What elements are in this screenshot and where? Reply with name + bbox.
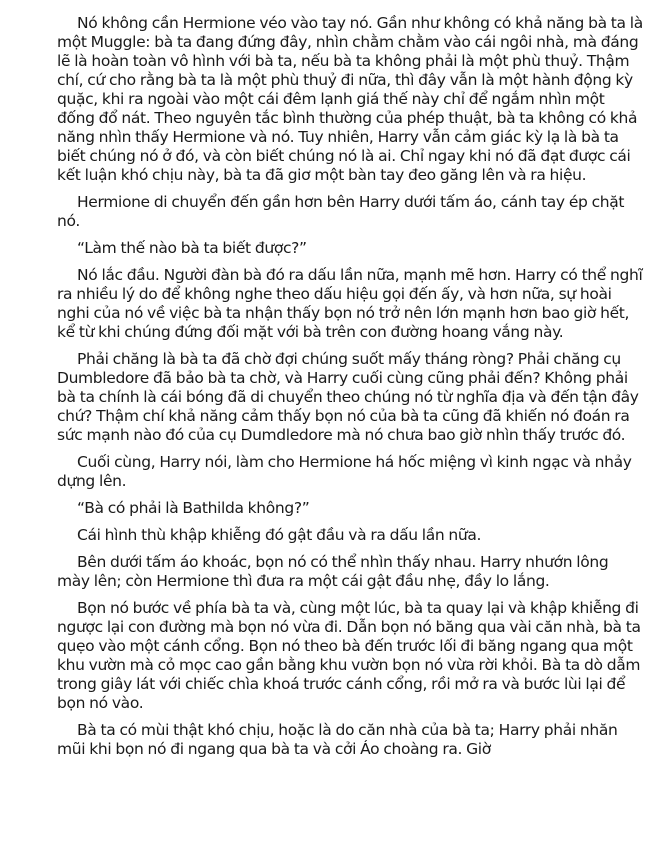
paragraph-6: Cuối cùng, Harry nói, làm cho Hermione há hốc miệng vì kinh ngạc và nhảy dựng lên. [57, 453, 632, 490]
paragraph-10: Bọn nó bước về phía bà ta và, cùng một lúc, bà ta quay lại và khập khiễng đi ngược lại con đường mà bọn nó vừa đi. Dẫn bọn nó băng qua vài căn nhà, bà ta quẹo vào một cánh cổng. Bọn nó theo bà đến trước lối đi băng ngang qua một khu vườn mà cỏ mọc cao gần bằng khu vườn bọn nó vừa rời khỏi. Bà ta dò dẫm trong giây lát với chiếc chìa khoá trước cánh cổng, rồi mở ra và bước lùi lại để bọn nó vào. [57, 599, 641, 712]
paragraph-4: Nó lắc đầu. Người đàn bà đó ra dấu lần nữa, mạnh mẽ hơn. Harry có thể nghĩ ra nhiều lý do để không nghe theo dấu hiệu gọi đến ấy, và hơn nữa, sự hoài nghi của nó về việc bà ta nhận thấy bọn nó trở nên lớn mạnh hơn bao giờ hết, kể từ khi chúng đứng đối mặt với bà trên con đường hoang vắng này. [57, 266, 643, 341]
paragraph-11: Bà ta có mùi thật khó chịu, hoặc là do căn nhà của bà ta; Harry phải nhăn mũi khi bọn nó đi ngang qua bà ta và cởi Áo choàng ra. Giờ [57, 721, 618, 758]
paragraph-1: Nó không cần Hermione véo vào tay nó. Gần như không có khả năng bà ta là một Muggle: bà ta đang đứng đây, nhìn chằm chằm vào cái ngôi nhà, mà đáng lẽ là hoàn toàn vô hình với bà ta, nếu bà ta không phải là một phù thuỷ. Thậm chí, cứ cho rằng bà ta là một phù thuỷ đi nữa, thì đây vẫn là một hành động kỳ quặc, khi ra ngoài vào một cái đêm lạnh giá thế này chỉ để ngắm nhìn một đống đổ nát. Theo nguyên tắc bình thường của phép thuật, bà ta không có khả năng nhìn thấy Hermione và nó. Tuy nhiên, Harry vẫn cảm giác kỳ lạ là bà ta biết chúng nó ở đó, và còn biết chúng nó là ai. Chỉ ngay khi nó đã đạt được cái kết luận khó chịu này, bà ta đã giơ một bàn tay đeo găng lên và ra hiệu. [57, 14, 643, 184]
paragraph-5: Phải chăng là bà ta đã chờ đợi chúng suốt mấy tháng ròng? Phải chăng cụ Dumbledore đã bảo bà ta chờ, và Harry cuối cùng cũng phải đến? Không phải bà ta chính là cái bóng đã di chuyển theo chúng nó từ nghĩa địa và đến tận đây chứ? Thậm chí khả năng cảm thấy bọn nó của bà ta cũng đã khiến nó đoán ra sức mạnh nào đó của cụ Dumdledore mà nó chưa bao giờ nhìn thấy trước đó. [57, 350, 639, 444]
paragraph-3-dialogue: “Làm thế nào bà ta biết được?” [77, 239, 307, 257]
paragraph-8: Cái hình thù khập khiễng đó gật đầu và ra dấu lần nữa. [77, 526, 482, 544]
paragraph-2: Hermione di chuyển đến gần hơn bên Harry dưới tấm áo, cánh tay ép chặt nó. [57, 193, 625, 230]
paragraph-9: Bên dưới tấm áo khoác, bọn nó có thể nhìn thấy nhau. Harry nhướn lông mày lên; còn Hermione thì đưa ra một cái gật đầu nhẹ, đầy lo lắng. [57, 553, 609, 590]
document-page [57, 14, 643, 767]
paragraph-7-dialogue: “Bà có phải là Bathilda không?” [77, 499, 310, 517]
